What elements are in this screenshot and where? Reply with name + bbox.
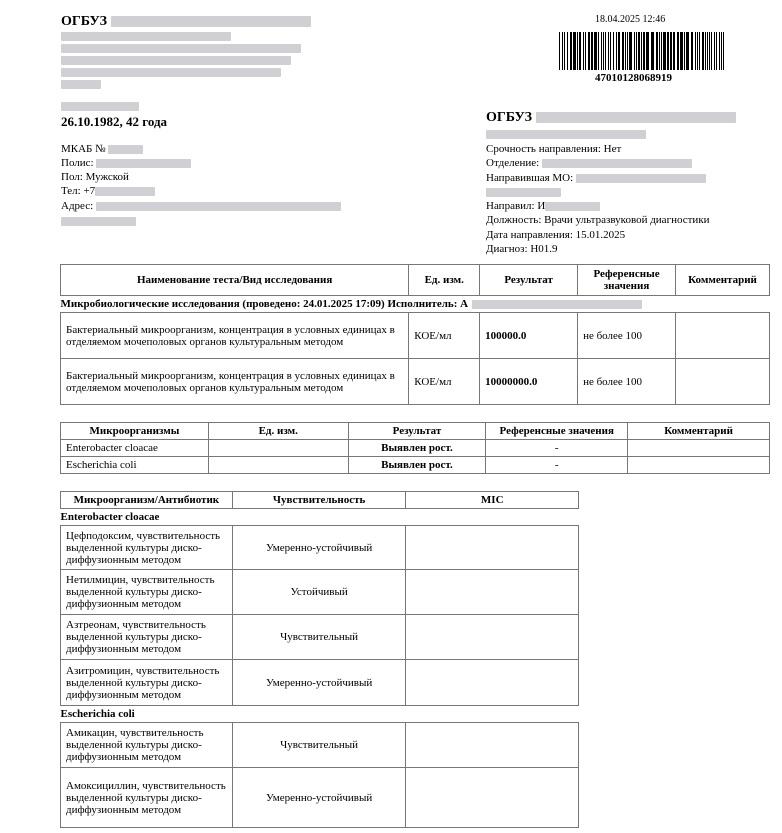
micro-ref: - [486,440,628,457]
redacted-org-right-details [486,128,646,140]
col-header-mic: MIC [406,492,579,509]
micro-comment [628,457,770,474]
barcode-bar [608,32,609,70]
test-comment [676,313,770,359]
barcode-bar [709,32,710,70]
barcode-bar [686,32,689,70]
address-line: Адрес: [61,200,341,212]
tests-table [60,264,770,405]
redacted-mo-cont [486,186,561,198]
barcode-bar [591,32,593,70]
abx-sensitivity: Умеренно-устойчивый [232,660,406,706]
barcode-bar [705,32,706,70]
barcode-bar [625,32,626,70]
col-header-comment: Комментарий [628,423,770,440]
table-row [61,457,770,474]
col-header-result: Результат [480,265,578,296]
barcode-bar [601,32,602,70]
micro-unit [208,457,348,474]
position-line: Должность: Врачи ультразвуковой диагностики [486,214,710,226]
barcode-bar [667,32,669,70]
referrer-line: Направил: И [486,200,600,212]
barcode-bar [643,32,645,70]
barcode-bar [723,32,724,70]
micro-name: Escherichia coli [61,457,209,474]
abx-name: Азтреонам, чувствительность выделенной культуры диско-диффузионным методом [61,615,233,660]
table-row [61,440,770,457]
barcode-bar [567,32,568,70]
organism-group-title: Enterobacter cloacae [60,511,160,523]
barcode-bar [579,32,581,70]
barcode-bar [659,32,660,70]
col-header-sens: Чувствительность [232,492,406,509]
barcode-bar [610,32,611,70]
referral-date-line: Дата направления: 15.01.2025 [486,229,626,241]
test-name: Бактериальный микроорганизм, концентрация в условных единицах в отделяемом мочеполовых органов культуральным методом [61,313,409,359]
print-timestamp: 18.04.2025 12:46 [595,14,666,25]
table-row [61,526,579,570]
barcode-bar [697,32,698,70]
barcode-bar [562,32,563,70]
barcode-bar [605,32,606,70]
col-header-name: Наименование теста/Вид исследования [61,265,409,296]
test-result: 100000.0 [480,313,578,359]
abx-name: Нетилмицин, чувствительность выделенной культуры диско-диффузионным методом [61,570,233,615]
abx-mic [406,723,579,768]
abx-name: Амоксициллин, чувствительность выделенной культуры диско-диффузионным методом [61,768,233,828]
abx-sensitivity: Умеренно-устойчивый [232,526,406,570]
barcode-bar [603,32,604,70]
barcode-bar [564,32,565,70]
barcode-bar [670,32,672,70]
abx-mic [406,768,579,828]
barcode-bar [656,32,658,70]
barcode-bar [651,32,654,70]
abx-sensitivity: Устойчивый [232,570,406,615]
barcode-bar [583,32,584,70]
barcode-bar [673,32,675,70]
col-header-abx: Микроорганизм/Антибиотик [61,492,233,509]
barcode-bar [570,32,572,70]
abx-mic [406,526,579,570]
table-row [61,660,579,706]
organism-group-title: Escherichia coli [60,708,135,720]
micro-unit [208,440,348,457]
micro-result: Выявлен рост. [348,440,486,457]
barcode-bar [711,32,712,70]
barcode-bar [573,32,576,70]
barcode-bar [594,32,597,70]
sex-line: Пол: Мужской [61,171,129,183]
abx-sensitivity: Умеренно-устойчивый [232,768,406,828]
barcode-bar [622,32,624,70]
barcode-bar [695,32,696,70]
barcode-bar [680,32,683,70]
org-name-right: ОГБУЗ [486,110,736,126]
abx-mic [406,615,579,660]
barcode-bar [641,32,642,70]
redacted-org-details [61,32,301,89]
abx-name: Азитромицин, чувствительность выделенной культуры диско-диффузионным методом [61,660,233,706]
col-header-micro: Микроорганизмы [61,423,209,440]
antibiotic-table [60,491,579,828]
table-row [61,723,579,768]
barcode-bar [646,32,649,70]
test-name: Бактериальный микроорганизм, концентрация в условных единицах в отделяемом мочеполовых органов культуральным методом [61,359,409,405]
barcode-bar [661,32,662,70]
barcode-bar [577,32,578,70]
org-name-left: ОГБУЗ [61,14,311,30]
micro-result: Выявлен рост. [348,457,486,474]
table-row [61,313,770,359]
barcode-bar [684,32,685,70]
table-row [61,359,770,405]
micro-table-header [61,423,770,440]
redacted-address-cont [61,215,136,227]
test-comment [676,359,770,405]
patient-birth: 26.10.1982, 42 года [61,114,168,129]
abx-name: Амикацин, чувствительность выделенной культуры диско-диффузионным методом [61,723,233,768]
test-ref: не более 100 [578,313,676,359]
barcode-bar [663,32,666,70]
table-row [61,570,579,615]
barcode-bar [634,32,635,70]
barcode-bar [719,32,720,70]
barcode-bar [598,32,599,70]
barcode-bar [618,32,620,70]
barcode-bar [616,32,617,70]
mo-line: Направившая МО: [486,172,706,184]
barcode-bar [585,32,586,70]
micro-name: Enterobacter cloacae [61,440,209,457]
test-result: 10000000.0 [480,359,578,405]
barcode-bar [699,32,700,70]
barcode-bar [707,32,708,70]
diagnosis-line: Диагноз: H01.9 [486,243,558,255]
phone-line: Тел: +7 [61,185,155,197]
department-line: Отделение: [486,157,692,169]
abx-sensitivity: Чувствительный [232,615,406,660]
test-ref: не более 100 [578,359,676,405]
redacted-text [536,112,736,123]
abx-mic [406,660,579,706]
section-title: Микробиологические исследования (проведено: 24.01.2025 17:09) Исполнитель: А [61,296,770,313]
redacted-patient-name [61,100,139,112]
col-header-ref: Референсные значения [578,265,676,296]
abx-table-header [61,492,579,509]
redacted-text [111,16,311,27]
urgency-line: Срочность направления: Нет [486,143,622,155]
col-header-unit: Ед. изм. [208,423,348,440]
mkab-line: МКАБ № [61,143,143,155]
col-header-result: Результат [348,423,486,440]
barcode-bar [702,32,704,70]
table-row [61,615,579,660]
barcode-bar [629,32,632,70]
abx-mic [406,570,579,615]
col-header-unit: Ед. изм. [409,265,480,296]
barcode-bar [638,32,640,70]
barcode-bar [714,32,715,70]
microorganisms-table [60,422,770,474]
test-unit: КОЕ/мл [409,313,480,359]
col-header-ref: Референсные значения [486,423,628,440]
table-row [61,768,579,828]
abx-sensitivity: Чувствительный [232,723,406,768]
col-header-comment: Комментарий [676,265,770,296]
barcode-bar [721,32,722,70]
barcode-bar [716,32,717,70]
barcode-bar [691,32,693,70]
barcode-bar [677,32,679,70]
barcode-bar [613,32,614,70]
test-unit: КОЕ/мл [409,359,480,405]
tests-table-header [61,265,770,296]
micro-ref: - [486,457,628,474]
abx-name: Цефподоксим, чувствительность выделенной культуры диско-диффузионным методом [61,526,233,570]
barcode-bar [627,32,628,70]
barcode-number: 47010128068919 [595,72,672,84]
barcode-bar [636,32,637,70]
barcode-bar [559,32,560,70]
polis-line: Полис: [61,157,191,169]
barcode-image [557,32,727,70]
micro-comment [628,440,770,457]
barcode-bar [588,32,590,70]
